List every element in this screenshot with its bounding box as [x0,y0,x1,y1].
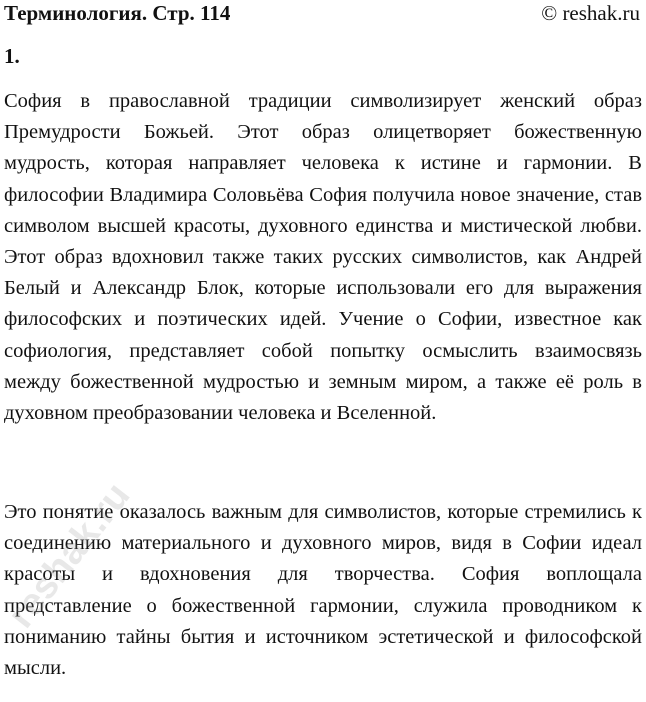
page-header [4,0,642,26]
task-number: 1. [4,44,20,68]
page-title: Терминология. Стр. 114 [4,1,231,25]
answer-paragraph-1: София в православной традиции символизирует женский образ Премудрости Божьей. Этот образ олицетворяет божественную мудрость, которая направляет человека к истине и гармонии. В философии Владимира Соловьёва София получила новое значение, став символом высшей красоты, духовного единства и мистической любви. Этот образ вдохновил также таких русских символистов, как Андрей Белый и Александр Блок, которые использовали его для выражения философских и поэтических идей. Учение о Софии, известное как софиология, представляет собой попытку осмыслить взаимосвязь между божественной мудростью и земным миром, а также её роль в духовном преобразовании человека и Вселенной. [4,90,642,425]
site-credit[interactable]: © reshak.ru [541,1,640,25]
watermark: reshak.ru [0,475,139,636]
answer-paragraph-2: Это понятие оказалось важным для символистов, которые стремились к соединению материального и духовного миров, видя в Софии идеал красоты и вдохновения для творчества. София воплощала представление о божественной гармонии, служила проводником к пониманию тайны бытия и источником эстетической и философской мысли. [4,501,642,680]
